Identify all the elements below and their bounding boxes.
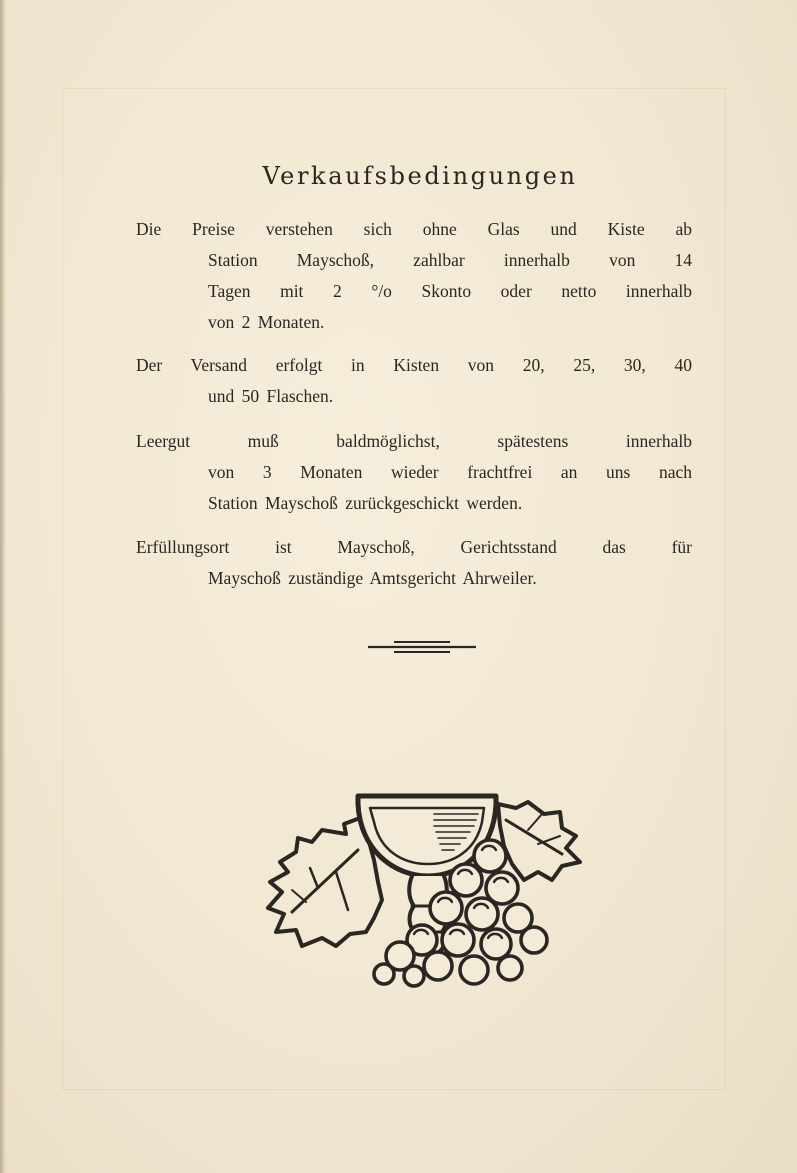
paragraph-jurisdiction: [136, 532, 692, 594]
paragraph-empties: [136, 426, 692, 519]
paragraph-line: Station Mayschoß zurückgeschickt werden.: [208, 493, 523, 513]
paragraph-line: Die Preise verstehen sich ohne Glas und Kiste ab: [136, 219, 692, 239]
paragraph-line: Leergut muß baldmöglichst, spätestens innerhalb: [136, 431, 692, 451]
paragraph-line: von 2 Monaten.: [208, 312, 325, 332]
paragraph-line: Mayschoß zuständige Amtsgericht Ahrweiler.: [208, 568, 537, 588]
double-rule-divider-icon: [368, 637, 476, 657]
paragraph-line: Station Mayschoß, zahlbar innerhalb von 14: [208, 250, 692, 270]
wine-glass-grapes-vine-leaf-icon: [262, 790, 584, 990]
paragraph-line: und 50 Flaschen.: [208, 386, 334, 406]
paragraph-line: Der Versand erfolgt in Kisten von 20, 25, 30, 40: [136, 355, 692, 375]
paragraph-line: von 3 Monaten wieder frachtfrei an uns nach: [208, 462, 692, 482]
page-title: Verkaufsbedingungen: [262, 162, 578, 190]
paragraph-line: Erfüllungsort ist Mayschoß, Gerichtsstand das für: [136, 537, 692, 557]
paragraph-line: Tagen mit 2 °/o Skonto oder netto innerhalb: [208, 281, 692, 301]
paragraph-prices: [136, 214, 692, 338]
paragraph-shipping: [136, 350, 692, 412]
